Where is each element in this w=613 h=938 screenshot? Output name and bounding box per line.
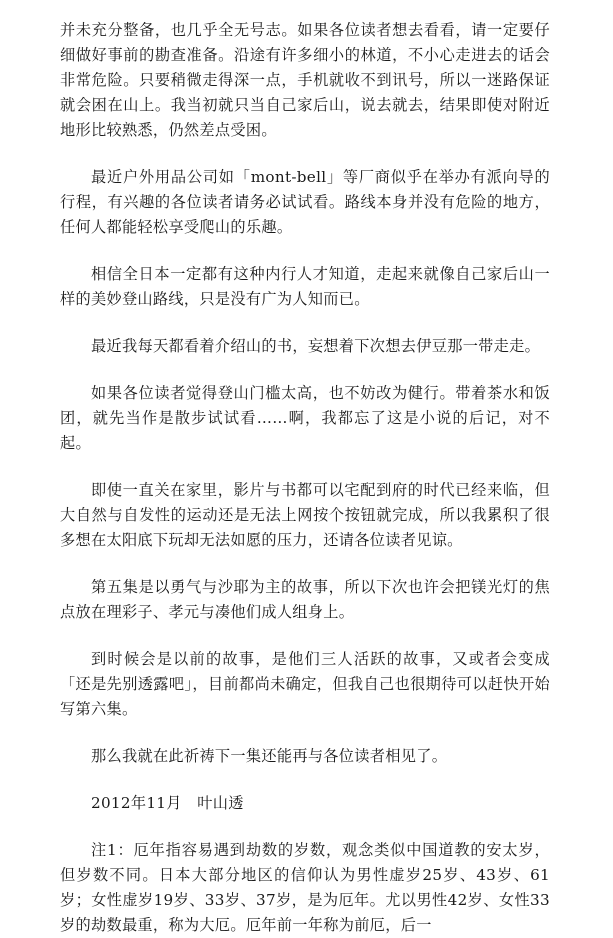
paragraph-hidden-trails: 相信全日本一定都有这种内行人才知道，走起来就像自己家后山一样的美妙登山路线，只是没有广为人知而已。 xyxy=(60,265,550,308)
paragraph-gap xyxy=(60,359,550,381)
paragraph-gap xyxy=(60,553,550,575)
footnote-1: 注1：厄年指容易遇到劫数的岁数，观念类似中国道教的安太岁，但岁数不同。日本大部分地区的信仰认为男性虚岁25岁、43岁、61岁；女性虚岁19岁、33岁、37岁，是为厄年。尤以男性42岁、女性33岁的劫数最重，称为大厄。厄年前一年称为前厄，后一 xyxy=(60,841,550,934)
paragraph-gap xyxy=(60,722,550,744)
paragraph-hiking: 如果各位读者觉得登山门槛太高，也不妨改为健行。带着茶水和饭团，就先当作是散步试试看……啊，我都忘了这是小说的后记，对不起。 xyxy=(60,384,550,452)
paragraph-izu-plans: 最近我每天都看着介绍山的书，妄想着下次想去伊豆那一带走走。 xyxy=(91,337,541,355)
signature-date-author: 2012年11月 叶山透 xyxy=(91,794,244,812)
paragraph-gap xyxy=(60,456,550,478)
document-page xyxy=(60,18,550,938)
paragraph-gap xyxy=(60,816,550,838)
paragraph-farewell: 那么我就在此祈祷下一集还能再与各位读者相见了。 xyxy=(91,747,448,765)
paragraph-trail-warning: 并未充分整备，也几乎全无号志。如果各位读者想去看看，请一定要仔细做好事前的勘查准备。沿途有许多细小的林道，不小心走进去的话会非常危险。只要稍微走得深一点，手机就收不到讯号，所以一迷路保证就会困在山上。我当初就只当自己家后山，说去就去，结果即使对附近地形比较熟悉，仍然差点受困。 xyxy=(60,21,550,139)
paragraph-gap xyxy=(60,769,550,791)
paragraph-gap xyxy=(60,625,550,647)
paragraph-volume-five: 第五集是以勇气与沙耶为主的故事，所以下次也许会把镁光灯的焦点放在理彩子、孝元与凑他们成人组身上。 xyxy=(60,578,550,621)
paragraph-gap xyxy=(60,312,550,334)
paragraph-gap xyxy=(60,240,550,262)
paragraph-stress: 即使一直关在家里，影片与书都可以宅配到府的时代已经来临，但大自然与自发性的运动还是无法上网按个按钮就完成，所以我累积了很多想在太阳底下玩却无法如愿的压力，还请各位读者见谅。 xyxy=(60,481,550,549)
paragraph-guided-tours: 最近户外用品公司如「mont-bell」等厂商似乎在举办有派向导的行程，有兴趣的各位读者请务必试试看。路线本身并没有危险的地方，任何人都能轻松享受爬山的乐趣。 xyxy=(60,168,550,236)
paragraph-gap xyxy=(60,143,550,165)
paragraph-volume-six: 到时候会是以前的故事，是他们三人活跃的故事，又或者会变成「还是先别透露吧」，目前都尚未确定，但我自己也很期待可以赶快开始写第六集。 xyxy=(60,650,550,718)
